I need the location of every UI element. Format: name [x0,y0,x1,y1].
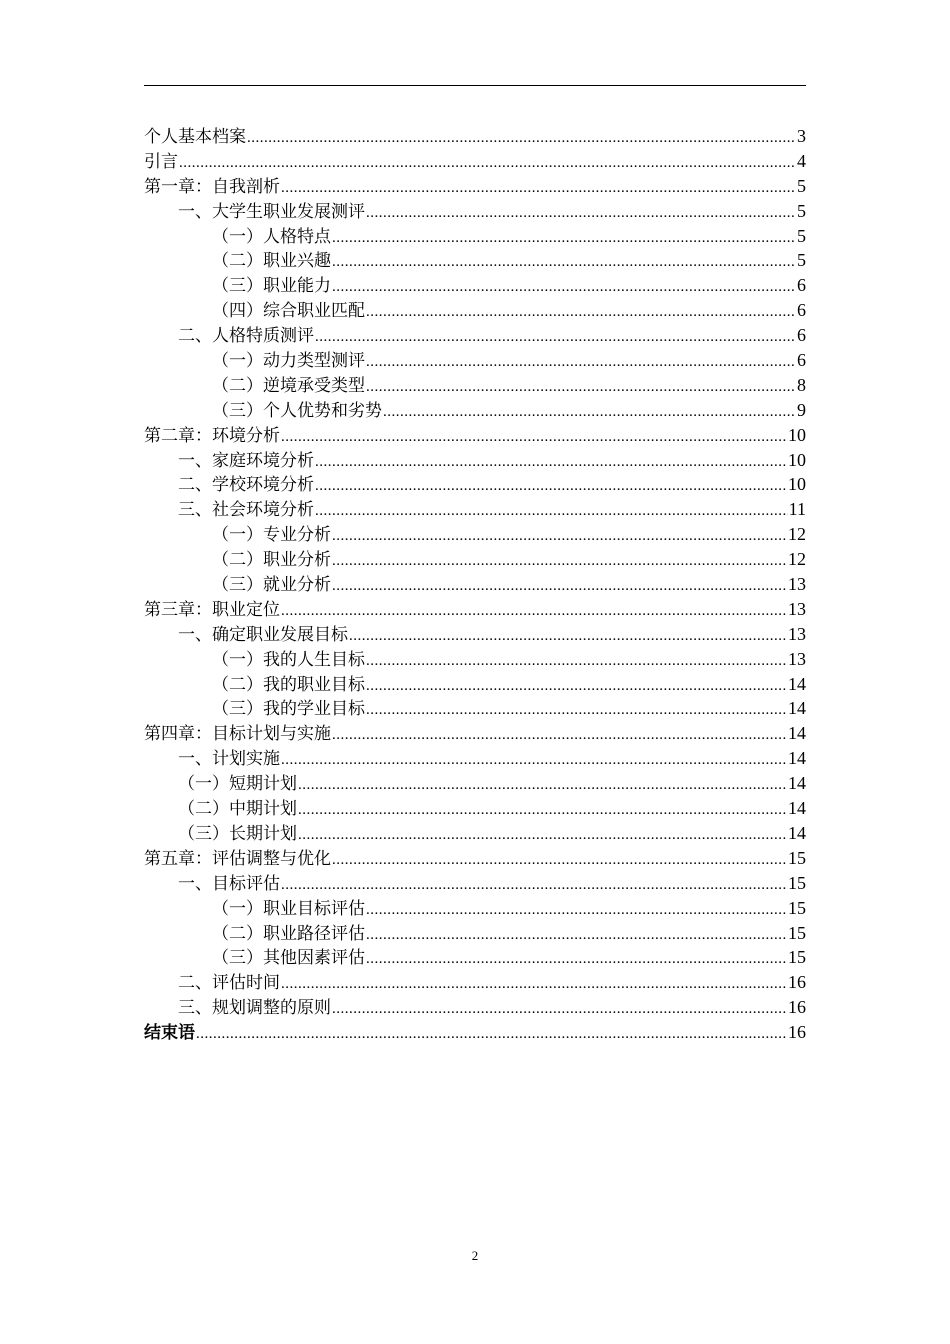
toc-entry-title: 一、家庭环境分析 [178,450,314,471]
toc-entry-page: 11 [788,499,806,520]
toc-entry-page: 9 [797,399,806,420]
toc-dot-leader [366,201,796,226]
toc-entry-title: 第三章：职业定位 [144,599,280,620]
toc-dot-leader [179,151,796,176]
toc-entry-page: 14 [788,673,806,694]
toc-entry-page: 5 [797,225,806,246]
toc-entry-page: 5 [797,250,806,271]
toc-entry[interactable] [144,423,806,448]
toc-dot-leader [281,972,787,997]
toc-entry-title: 二、人格特质测评 [178,326,314,347]
toc-entry-page: 6 [797,275,806,296]
toc-entry-title: 二、学校环境分析 [178,475,314,496]
toc-entry-page: 15 [788,922,806,943]
toc-entry-title: （二）我的职业目标 [212,674,365,695]
toc-entry-page: 10 [788,424,806,445]
toc-entry-page: 3 [797,126,806,146]
toc-dot-leader [332,723,787,748]
toc-dot-leader [383,400,796,425]
toc-entry-page: 16 [788,997,806,1018]
toc-dot-leader [332,250,796,275]
toc-dot-leader [281,873,787,898]
toc-entry-title: （三）就业分析 [212,575,331,596]
toc-entry-title: （三）我的学业目标 [212,699,365,720]
toc-entry-page: 14 [788,773,806,794]
toc-dot-leader [332,574,787,599]
toc-entry-title: 第五章：评估调整与优化 [144,848,331,869]
toc-entry-title: （一）人格特点 [212,226,331,247]
toc-entry-title: 三、社会环境分析 [178,500,314,521]
toc-entry-title: 第一章：自我剖析 [144,176,280,197]
toc-entry-page: 5 [797,175,806,196]
toc-entry-page: 6 [797,300,806,321]
toc-entry-title: （一）动力类型测评 [212,351,365,372]
toc-entry-page: 16 [788,972,806,993]
toc-entry-title: （四）综合职业匹配 [212,301,365,322]
toc-entry-page: 10 [788,449,806,470]
toc-entry[interactable] [144,224,806,249]
toc-dot-leader [332,275,796,300]
toc-dot-leader [332,848,787,873]
toc-entry[interactable] [144,547,806,572]
toc-entry-title: （三）长期计划 [178,823,297,844]
toc-entry[interactable] [144,796,806,821]
toc-entry-page: 14 [788,748,806,769]
toc-entry-page: 13 [788,598,806,619]
toc-entry-title: （一）专业分析 [212,525,331,546]
toc-entry[interactable] [144,721,806,746]
toc-entry-page: 5 [797,200,806,221]
toc-entry[interactable] [144,647,806,672]
toc-entry-page: 13 [788,574,806,595]
toc-entry[interactable] [144,871,806,896]
toc-dot-leader [298,798,787,823]
toc-dot-leader [332,549,787,574]
toc-entry-page: 12 [788,524,806,545]
toc-entry-title: （三）个人优势和劣势 [212,400,382,421]
toc-entry-title: 引言 [144,151,178,172]
toc-entry-title: （一）短期计划 [178,774,297,795]
toc-entry[interactable] [144,921,806,946]
toc-dot-leader [366,674,787,699]
toc-entry[interactable] [144,323,806,348]
toc-entry[interactable] [144,472,806,497]
toc-entry-title: 三、规划调整的原则 [178,998,331,1019]
toc-entry[interactable] [144,896,806,921]
toc-entry[interactable] [144,124,806,149]
toc-entry[interactable] [144,970,806,995]
toc-entry-title: （一）职业目标评估 [212,898,365,919]
toc-entry[interactable] [144,572,806,597]
toc-dot-leader [332,226,796,251]
toc-entry-page: 12 [788,549,806,570]
toc-entry[interactable] [144,174,806,199]
toc-entry-title: （二）职业路径评估 [212,923,365,944]
toc-entry[interactable] [144,622,806,647]
toc-entry[interactable] [144,746,806,771]
toc-dot-leader [315,474,787,499]
toc-dot-leader [332,997,787,1022]
toc-entry-title: 第二章：环境分析 [144,425,280,446]
toc-entry-page: 15 [788,947,806,968]
toc-entry-page: 14 [788,698,806,719]
toc-entry[interactable] [144,373,806,398]
toc-entry-page: 13 [788,648,806,669]
toc-dot-leader [298,823,787,848]
toc-dot-leader [315,499,788,524]
toc-entry[interactable] [144,1020,806,1045]
page-number: 2 [471,1248,479,1263]
toc-dot-leader [298,773,787,798]
toc-dot-leader [366,923,787,948]
toc-dot-leader [281,176,796,201]
toc-dot-leader [332,524,787,549]
table-of-contents [144,124,806,1045]
toc-entry-title: （三）其他因素评估 [212,948,365,969]
toc-entry-title: 二、评估时间 [178,973,280,994]
toc-entry[interactable] [144,348,806,373]
toc-entry-page: 13 [788,623,806,644]
toc-dot-leader [281,748,787,773]
toc-entry-page: 14 [788,822,806,843]
toc-entry[interactable] [144,298,806,323]
toc-entry-title: 第四章：目标计划与实施 [144,724,331,745]
toc-dot-leader [315,325,796,350]
toc-entry[interactable] [144,696,806,721]
toc-dot-leader [366,350,796,375]
toc-entry-page: 6 [797,325,806,346]
toc-entry-title: 结束语 [144,1023,195,1044]
toc-dot-leader [281,425,787,450]
toc-dot-leader [366,375,796,400]
toc-dot-leader [366,300,796,325]
toc-dot-leader [366,947,787,972]
toc-entry[interactable] [144,597,806,622]
toc-entry[interactable] [144,522,806,547]
toc-entry-page: 15 [788,872,806,893]
toc-dot-leader [349,624,787,649]
toc-entry-page: 10 [788,474,806,495]
toc-entry[interactable] [144,398,806,423]
toc-entry-title: 一、确定职业发展目标 [178,624,348,645]
toc-entry-page: 4 [797,150,806,171]
toc-entry-page: 8 [797,374,806,395]
toc-entry-page: 16 [788,1022,806,1043]
toc-entry[interactable] [144,448,806,473]
toc-entry-title: 一、目标评估 [178,873,280,894]
header-rule [144,85,806,86]
toc-entry[interactable] [144,995,806,1020]
toc-entry-title: 一、大学生职业发展测评 [178,201,365,222]
toc-dot-leader [281,599,787,624]
toc-entry-page: 15 [788,897,806,918]
toc-entry-title: （二）职业分析 [212,550,331,571]
toc-entry[interactable] [144,846,806,871]
toc-dot-leader [366,649,787,674]
toc-entry-title: 个人基本档案 [144,127,246,147]
toc-entry-page: 14 [788,798,806,819]
toc-entry[interactable] [144,273,806,298]
toc-dot-leader [366,898,787,923]
toc-entry[interactable] [144,771,806,796]
toc-entry[interactable] [144,497,806,522]
toc-entry-page: 6 [797,350,806,371]
toc-entry-page: 15 [788,847,806,868]
toc-dot-leader [196,1022,787,1047]
toc-entry[interactable] [144,945,806,970]
toc-entry-title: （二）中期计划 [178,799,297,820]
toc-entry[interactable] [144,821,806,846]
toc-dot-leader [247,126,796,151]
toc-entry-title: （二）逆境承受类型 [212,375,365,396]
toc-entry-title: （二）职业兴趣 [212,251,331,272]
toc-entry-title: （一）我的人生目标 [212,649,365,670]
toc-entry-title: 一、计划实施 [178,749,280,770]
toc-entry-title: （三）职业能力 [212,276,331,297]
toc-entry-page: 14 [788,723,806,744]
toc-dot-leader [366,698,787,723]
toc-entry[interactable] [144,672,806,697]
toc-entry[interactable] [144,199,806,224]
toc-entry[interactable] [144,149,806,174]
toc-dot-leader [315,450,787,475]
toc-entry[interactable] [144,248,806,273]
